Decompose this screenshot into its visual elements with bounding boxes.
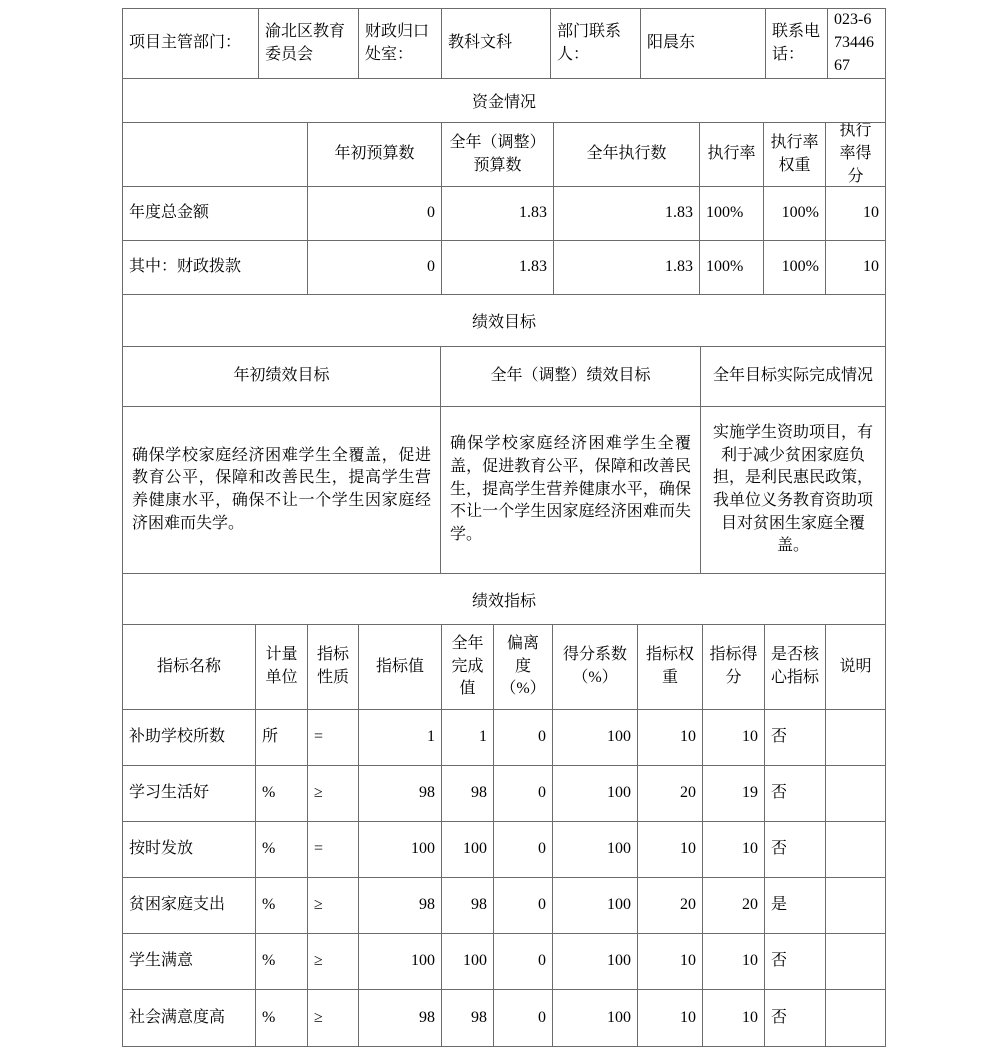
ind-coeff: 100 bbox=[553, 934, 638, 990]
ind-unit: % bbox=[256, 934, 308, 990]
ind-deviation: 0 bbox=[494, 878, 553, 934]
funding-cell-rate: 100% bbox=[700, 187, 764, 241]
ind-header-unit: 计量单位 bbox=[256, 625, 308, 710]
funding-cell-rate: 100% bbox=[700, 241, 764, 295]
ind-nature: ≥ bbox=[308, 878, 359, 934]
funding-header-rate-weight: 执行率权重 bbox=[764, 123, 826, 187]
ind-score: 10 bbox=[703, 990, 765, 1046]
ind-core: 否 bbox=[765, 990, 826, 1046]
ind-weight: 20 bbox=[638, 766, 703, 822]
ind-note bbox=[826, 710, 885, 766]
ind-completed: 98 bbox=[442, 990, 494, 1046]
ind-note bbox=[826, 766, 885, 822]
ind-completed: 1 bbox=[442, 710, 494, 766]
indicator-row bbox=[123, 878, 885, 934]
ind-score: 10 bbox=[703, 822, 765, 878]
funding-cell-score: 10 bbox=[826, 241, 885, 295]
ind-completed: 100 bbox=[442, 822, 494, 878]
ind-core: 否 bbox=[765, 934, 826, 990]
funding-cell-adjusted: 1.83 bbox=[442, 241, 554, 295]
ind-header-deviation: 偏离度（%） bbox=[494, 625, 553, 710]
ind-coeff: 100 bbox=[553, 822, 638, 878]
performance-evaluation-table bbox=[122, 8, 886, 1047]
ind-header-name: 指标名称 bbox=[123, 625, 256, 710]
ind-name: 按时发放 bbox=[123, 822, 256, 878]
funding-row-fiscal bbox=[123, 241, 885, 295]
funding-cell-adjusted: 1.83 bbox=[442, 187, 554, 241]
funding-cell-initial: 0 bbox=[308, 187, 442, 241]
ind-score: 10 bbox=[703, 710, 765, 766]
ind-nature: ≥ bbox=[308, 934, 359, 990]
ind-core: 否 bbox=[765, 710, 826, 766]
goals-header-row bbox=[123, 347, 885, 407]
ind-deviation: 0 bbox=[494, 766, 553, 822]
indicator-row bbox=[123, 766, 885, 822]
ind-header-core: 是否核心指标 bbox=[765, 625, 826, 710]
ind-name: 贫困家庭支出 bbox=[123, 878, 256, 934]
ind-target: 100 bbox=[359, 934, 442, 990]
ind-coeff: 100 bbox=[553, 990, 638, 1046]
project-dept-value: 渝北区教育委员会 bbox=[259, 9, 359, 79]
goals-header-actual: 全年目标实际完成情况 bbox=[701, 347, 885, 407]
goal-initial-text: 确保学校家庭经济困难学生全覆盖，促进教育公平，保障和改善民生，提高学生营养健康水平，确保不让一个学生因家庭经济困难而失学。 bbox=[123, 407, 441, 574]
ind-unit: % bbox=[256, 822, 308, 878]
ind-weight: 10 bbox=[638, 822, 703, 878]
ind-unit: 所 bbox=[256, 710, 308, 766]
ind-header-note: 说明 bbox=[826, 625, 885, 710]
ind-core: 否 bbox=[765, 822, 826, 878]
ind-coeff: 100 bbox=[553, 766, 638, 822]
contact-phone-label: 联系电话： bbox=[766, 9, 828, 79]
ind-deviation: 0 bbox=[494, 822, 553, 878]
ind-note bbox=[826, 822, 885, 878]
ind-score: 20 bbox=[703, 878, 765, 934]
ind-target: 98 bbox=[359, 990, 442, 1046]
funding-row-label: 年度总金额 bbox=[123, 187, 308, 241]
ind-nature: ≥ bbox=[308, 990, 359, 1046]
ind-completed: 98 bbox=[442, 878, 494, 934]
goal-adjusted-text: 确保学校家庭经济困难学生全覆盖，促进教育公平，保障和改善民生，提高学生营养健康水平，确保不让一个学生因家庭经济困难而失学。 bbox=[441, 407, 701, 574]
funding-section-title: 资金情况 bbox=[123, 79, 885, 123]
ind-note bbox=[826, 934, 885, 990]
ind-unit: % bbox=[256, 766, 308, 822]
funding-cell-weight: 100% bbox=[764, 241, 826, 295]
funding-header-executed: 全年执行数 bbox=[554, 123, 700, 187]
ind-target: 1 bbox=[359, 710, 442, 766]
ind-name: 学习生活好 bbox=[123, 766, 256, 822]
ind-header-weight: 指标权重 bbox=[638, 625, 703, 710]
goals-header-initial: 年初绩效目标 bbox=[123, 347, 441, 407]
funding-row-label: 其中：财政拨款 bbox=[123, 241, 308, 295]
ind-weight: 10 bbox=[638, 934, 703, 990]
goal-actual-text: 实施学生资助项目，有利于减少贫困家庭负担，是利民惠民政策，我单位义务教育资助项目对贫困生家庭全覆盖。 bbox=[701, 407, 885, 574]
ind-weight: 10 bbox=[638, 990, 703, 1046]
contact-person-value: 阳晨东 bbox=[641, 9, 766, 79]
ind-core: 是 bbox=[765, 878, 826, 934]
ind-name: 补助学校所数 bbox=[123, 710, 256, 766]
ind-completed: 100 bbox=[442, 934, 494, 990]
ind-completed: 98 bbox=[442, 766, 494, 822]
ind-nature: = bbox=[308, 822, 359, 878]
ind-coeff: 100 bbox=[553, 878, 638, 934]
ind-coeff: 100 bbox=[553, 710, 638, 766]
ind-deviation: 0 bbox=[494, 990, 553, 1046]
funding-header-row bbox=[123, 123, 885, 187]
funding-cell-initial: 0 bbox=[308, 241, 442, 295]
indicator-row bbox=[123, 934, 885, 990]
ind-name: 学生满意 bbox=[123, 934, 256, 990]
funding-header-rate-score: 执行率得分 bbox=[826, 123, 885, 187]
ind-nature: ≥ bbox=[308, 766, 359, 822]
ind-target: 100 bbox=[359, 822, 442, 878]
ind-weight: 10 bbox=[638, 710, 703, 766]
funding-header-blank bbox=[123, 123, 308, 187]
project-info-row bbox=[123, 9, 885, 79]
ind-header-score: 指标得分 bbox=[703, 625, 765, 710]
funding-row-total bbox=[123, 187, 885, 241]
funding-header-exec-rate: 执行率 bbox=[700, 123, 764, 187]
indicators-header-row bbox=[123, 625, 885, 710]
ind-target: 98 bbox=[359, 766, 442, 822]
goals-section-title: 绩效目标 bbox=[123, 295, 885, 347]
contact-person-label: 部门联系人： bbox=[551, 9, 641, 79]
goals-content-row bbox=[123, 407, 885, 574]
ind-header-coeff: 得分系数（%） bbox=[553, 625, 638, 710]
ind-deviation: 0 bbox=[494, 710, 553, 766]
funding-cell-executed: 1.83 bbox=[554, 241, 700, 295]
ind-weight: 20 bbox=[638, 878, 703, 934]
indicator-row bbox=[123, 710, 885, 766]
funding-cell-weight: 100% bbox=[764, 187, 826, 241]
contact-phone-value: 023-67344667 bbox=[828, 9, 885, 79]
funding-header-adjusted-budget: 全年（调整）预算数 bbox=[442, 123, 554, 187]
ind-name: 社会满意度高 bbox=[123, 990, 256, 1046]
funding-header-initial-budget: 年初预算数 bbox=[308, 123, 442, 187]
project-dept-label: 项目主管部门： bbox=[123, 9, 259, 79]
indicator-row bbox=[123, 822, 885, 878]
goals-header-adjusted: 全年（调整）绩效目标 bbox=[441, 347, 701, 407]
ind-header-nature: 指标性质 bbox=[308, 625, 359, 710]
ind-note bbox=[826, 878, 885, 934]
ind-nature: = bbox=[308, 710, 359, 766]
funding-cell-score: 10 bbox=[826, 187, 885, 241]
ind-note bbox=[826, 990, 885, 1046]
ind-header-target: 指标值 bbox=[359, 625, 442, 710]
ind-unit: % bbox=[256, 990, 308, 1046]
ind-header-completed: 全年完成值 bbox=[442, 625, 494, 710]
indicators-section-title: 绩效指标 bbox=[123, 574, 885, 625]
ind-target: 98 bbox=[359, 878, 442, 934]
ind-core: 否 bbox=[765, 766, 826, 822]
funding-cell-executed: 1.83 bbox=[554, 187, 700, 241]
indicator-row bbox=[123, 990, 885, 1046]
ind-unit: % bbox=[256, 878, 308, 934]
finance-office-value: 教科文科 bbox=[442, 9, 551, 79]
ind-score: 10 bbox=[703, 934, 765, 990]
finance-office-label: 财政归口处室： bbox=[359, 9, 442, 79]
ind-deviation: 0 bbox=[494, 934, 553, 990]
ind-score: 19 bbox=[703, 766, 765, 822]
